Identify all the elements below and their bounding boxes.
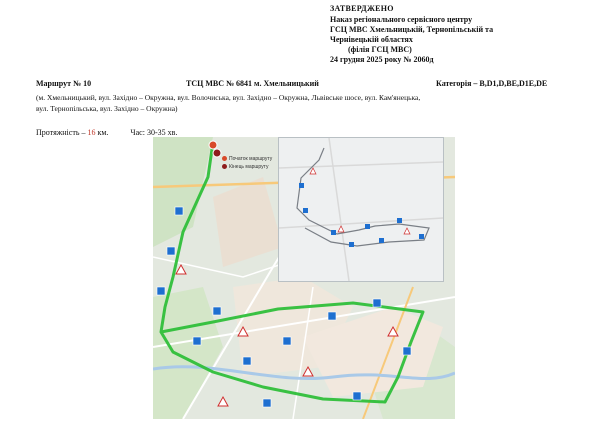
streets-line-1: (м. Хмельницький, вул. Західно – Окружна, вул. Волочиська, вул. Західно – Окружна, Львівське шосе, вул. Кам'янецька, xyxy=(36,93,421,102)
approval-title: ЗАТВЕРДЖЕНО xyxy=(330,4,394,13)
map-legend xyxy=(222,155,272,171)
end-legend-icon xyxy=(222,164,227,169)
legend-end: Кінець маршруту xyxy=(229,164,269,170)
inset-canvas xyxy=(279,138,443,281)
legend-start: Початок маршруту xyxy=(229,156,273,162)
approval-line-2: ГСЦ МВС Хмельницькій, Тернопільській та xyxy=(330,25,494,34)
start-marker xyxy=(209,141,217,149)
route-time: Час: 30-35 хв. xyxy=(130,128,178,137)
length-label: Протяжність – xyxy=(36,128,86,137)
approval-block xyxy=(330,4,590,65)
end-marker xyxy=(213,149,221,157)
approval-line-3: Чернівецькій областях xyxy=(330,35,413,44)
start-legend-icon xyxy=(222,156,227,161)
overview-inset-map xyxy=(278,137,444,282)
length-value: 16 xyxy=(87,128,96,137)
service-center: ТСЦ МВС № 6841 м. Хмельницький xyxy=(186,79,319,88)
approval-line-5: 24 грудня 2025 року № 2060д xyxy=(330,55,434,64)
license-categories: Категорія – B,D1,D,BE,D1E,DE xyxy=(436,79,548,88)
route-streets xyxy=(36,92,576,114)
streets-line-2: вул. Тернопільська, вул. Західно – Окружна) xyxy=(36,104,178,113)
route-number: Маршрут № 10 xyxy=(36,79,92,88)
length-unit: км. xyxy=(97,128,109,137)
route-meta xyxy=(36,128,177,137)
approval-line-1: Наказ регіонального сервісного центру xyxy=(330,15,473,24)
approval-line-4: (філія ГСЦ МВС) xyxy=(348,45,412,54)
